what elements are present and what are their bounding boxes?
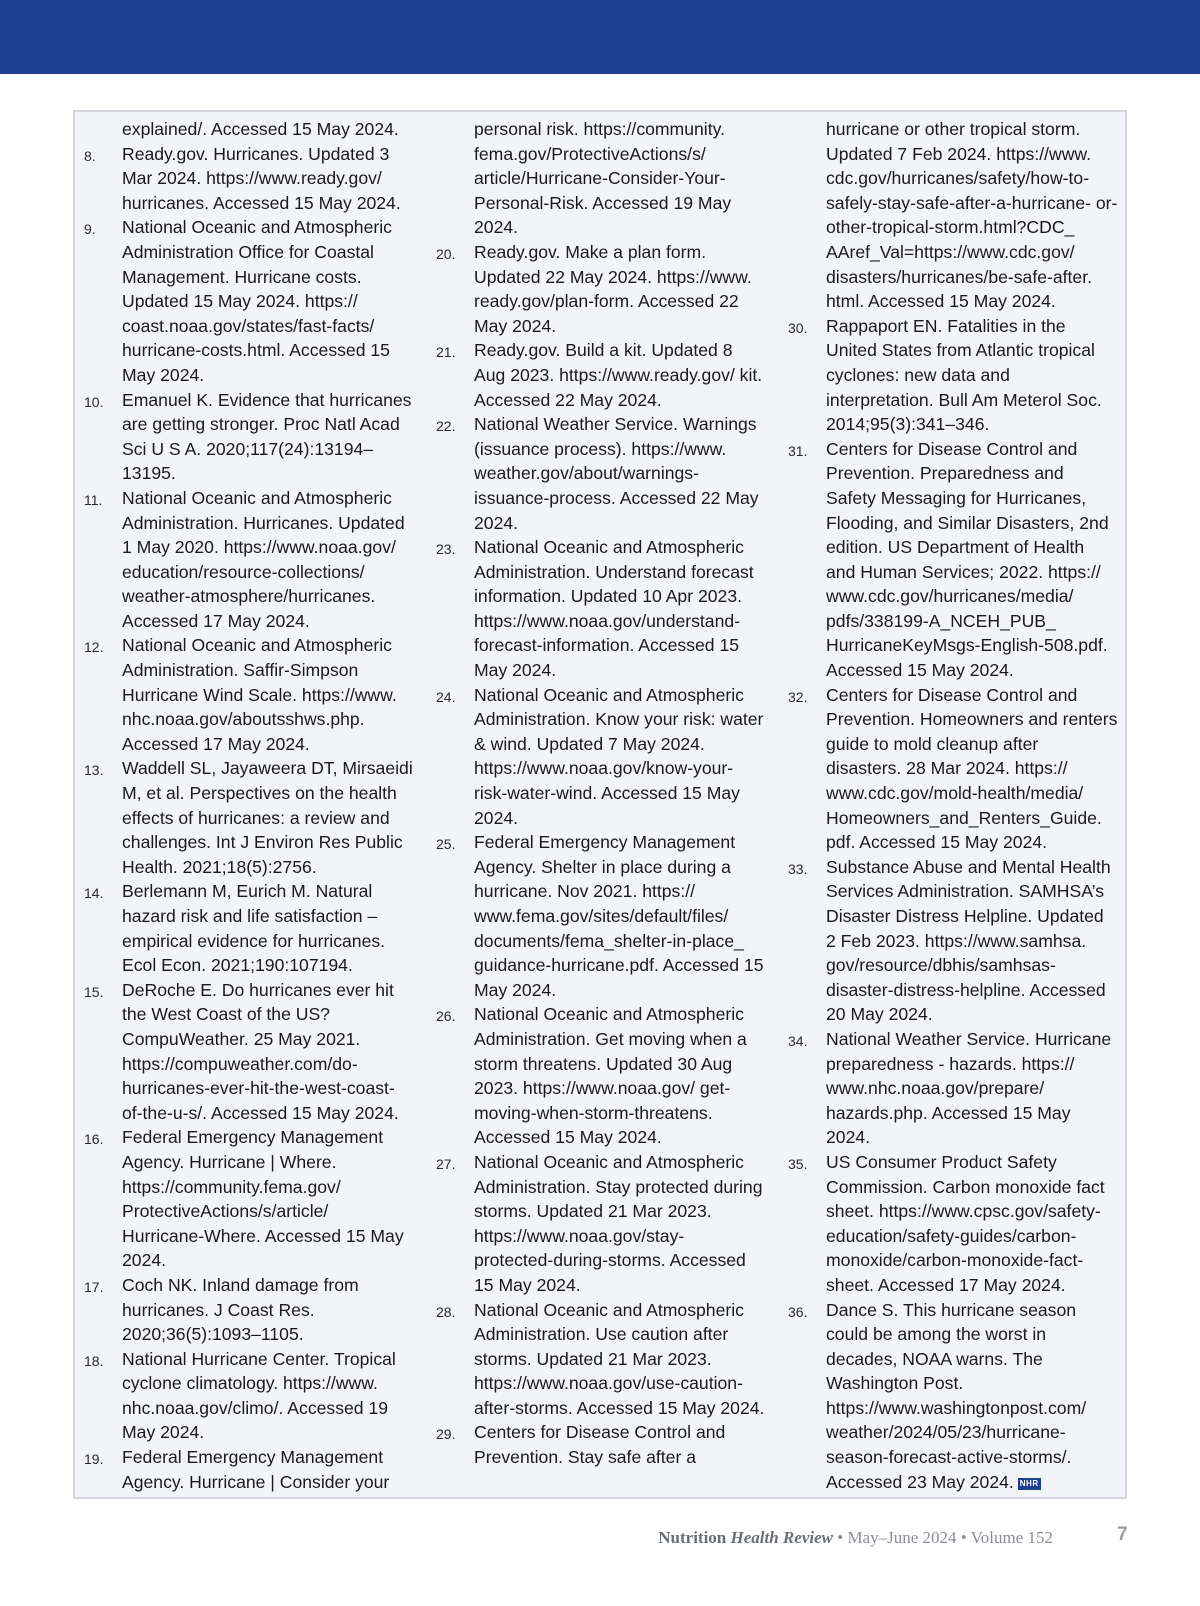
reference-number: 22. [436, 418, 456, 435]
reference-entry [84, 142, 414, 216]
reference-entry [84, 117, 414, 142]
references-column-1 [84, 117, 414, 1494]
reference-entry [84, 879, 414, 977]
reference-text: Federal Emergency Management Agency. Hurricane | Where. https://community.fema.gov/ ProtectiveActions/s/article/ Hurricane-Where. Accessed 15 May 2024. [122, 1127, 404, 1271]
reference-number: 18. [84, 1352, 104, 1369]
reference-entry [436, 412, 766, 535]
reference-number: 31. [788, 442, 808, 459]
reference-entry [788, 314, 1118, 437]
reference-number: 8. [84, 147, 96, 164]
reference-number: 23. [436, 541, 456, 558]
reference-entry [436, 1150, 766, 1298]
reference-entry [436, 830, 766, 1002]
reference-number: 20. [436, 245, 456, 262]
reference-number: 35. [788, 1155, 808, 1172]
reference-text: National Oceanic and Atmospheric Administration Office for Coastal Management. Hurricane costs. Updated 15 May 2024. https:// coast.noaa.gov/states/fast-facts/ hurricane-costs.html. Accessed 15 May 2024. [122, 217, 392, 385]
reference-number: 25. [436, 836, 456, 853]
reference-text: Ready.gov. Make a plan form. Updated 22 May 2024. https://www. ready.gov/plan-form. Accessed 22 May 2024. [474, 241, 752, 336]
reference-entry [788, 683, 1118, 855]
footer-issue: May–June 2024 [847, 1528, 957, 1547]
reference-text: personal risk. https://community. fema.gov/ProtectiveActions/s/ article/Hurricane-Consider-Your- Personal-Risk. Accessed 19 May 2024. [474, 119, 732, 238]
reference-text: National Oceanic and Atmospheric Administration. Understand forecast information. Updated 10 Apr 2023. https://www.noaa.gov/understand- forecast-information. Accessed 15 May 2024. [474, 537, 754, 681]
reference-text [826, 1298, 1118, 1495]
reference-entry [788, 437, 1118, 683]
reference-number: 19. [84, 1451, 104, 1468]
reference-text: Emanuel K. Evidence that hurricanes are getting stronger. Proc Natl Acad Sci U S A. 2020;117(24):13194–13195. [122, 389, 412, 484]
reference-text: Rappaport EN. Fatalities in the United States from Atlantic tropical cyclones: new data and interpretation. Bull Am Meterol Soc. 2014;95(3):341–346. [826, 315, 1102, 435]
reference-text: hurricane or other tropical storm. Updated 7 Feb 2024. https://www. cdc.gov/hurricanes/safety/how-to- safely-stay-safe-after-a-hurricane- or-other-tropical-storm.html?CDC_ AAref_Val=https://www.cdc.gov/ disasters/hurricanes/be-safe-after. html. Accessed 15 May 2024. [826, 119, 1118, 312]
reference-number: 13. [84, 762, 104, 779]
reference-entry [436, 1002, 766, 1150]
reference-entry [84, 388, 414, 486]
reference-number: 36. [788, 1303, 808, 1320]
references-column-2 [436, 117, 766, 1470]
reference-number: 14. [84, 885, 104, 902]
reference-text: Ready.gov. Build a kit. Updated 8 Aug 2023. https://www.ready.gov/ kit. Accessed 22 May 2024. [474, 340, 763, 410]
reference-entry [788, 1027, 1118, 1150]
reference-entry [436, 240, 766, 338]
reference-entry [84, 633, 414, 756]
top-banner [0, 0, 1200, 74]
reference-number: 32. [788, 688, 808, 705]
reference-text: Coch NK. Inland damage from hurricanes. J Coast Res. 2020;36(5):1093–1105. [122, 1274, 359, 1345]
reference-text: DeRoche E. Do hurricanes ever hit the West Coast of the US? CompuWeather. 25 May 2021. https://compuweather.com/do- hurricanes-ever-hit-the-west-coast- of-the-u-s/. Accessed 15 May 2024. [122, 979, 399, 1123]
reference-number: 9. [84, 221, 96, 238]
reference-text: Ready.gov. Hurricanes. Updated 3 Mar 2024. https://www.ready.gov/ hurricanes. Accessed 15 May 2024. [122, 143, 401, 213]
reference-entry [436, 1420, 766, 1469]
reference-text: Federal Emergency Management Agency. Shelter in place during a hurricane. Nov 2021. https:// www.fema.gov/sites/default/files/ documents/fema_shelter-in-place_ guidance-hurricane.pdf. Accessed 15 May 2024. [474, 832, 764, 1000]
reference-number: 10. [84, 393, 104, 410]
footer-volume: Volume 152 [970, 1528, 1053, 1547]
reference-number: 17. [84, 1278, 104, 1295]
reference-entry [436, 535, 766, 683]
reference-text: Centers for Disease Control and Prevention. Preparedness and Safety Messaging for Hurricanes, Flooding, and Similar Disasters, 2nd edition. US Department of Health and Human Services; 2022. https:// www.cdc.gov/hurricanes/media/ pdfs/338199-A_NCEH_PUB_ HurricaneKeyMsgs-English-508.pdf. Accessed 15 May 2024. [826, 438, 1109, 681]
reference-entry [788, 117, 1118, 314]
reference-text: Substance Abuse and Mental Health Services Administration. SAMHSA’s Disaster Distress Helpline. Updated 2 Feb 2023. https://www.samhsa. gov/resource/dbhis/samhsas- disaster-distress-helpline. Accessed 20 May 2024. [826, 856, 1111, 1025]
reference-number: 12. [84, 639, 104, 656]
references-column-3 [788, 117, 1118, 1494]
footer-separator: • [960, 1528, 967, 1547]
reference-entry [84, 486, 414, 634]
reference-entry [84, 1273, 414, 1347]
reference-entry [788, 1150, 1118, 1298]
reference-number: 29. [436, 1426, 456, 1443]
nhr-end-badge: NHR [1019, 1478, 1039, 1488]
reference-text: National Weather Service. Warnings (issuance process). https://www. weather.gov/about/warnings- issuance-process. Accessed 22 May 2024. [474, 414, 759, 533]
page-number: 7 [1117, 1524, 1128, 1545]
reference-text: Waddell SL, Jayaweera DT, Mirsaeidi M, et al. Perspectives on the health effects of hurricanes: a review and challenges. Int J Environ Res Public Health. 2021;18(5):2756. [122, 758, 413, 877]
reference-entry [788, 855, 1118, 1027]
reference-text: National Hurricane Center. Tropical cyclone climatology. https://www. nhc.noaa.gov/climo/. Accessed 19 May 2024. [122, 1348, 396, 1443]
reference-number: 28. [436, 1303, 456, 1320]
reference-entry [84, 756, 414, 879]
reference-entry [436, 338, 766, 412]
reference-text: National Oceanic and Atmospheric Administration. Stay protected during storms. Updated 21 Mar 2023. https://www.noaa.gov/stay- protected-during-storms. Accessed 15 May 2024. [474, 1151, 763, 1295]
reference-text: National Oceanic and Atmospheric Administration. Saffir-Simpson Hurricane Wind Scale. https://www. nhc.noaa.gov/aboutsshws.php. Accessed 17 May 2024. [122, 635, 397, 754]
reference-text: Centers for Disease Control and Prevention. Homeowners and renters guide to mold cleanup after disasters. 28 Mar 2024. https:// www.cdc.gov/mold-health/media/ Homeowners_and_Renters_Guide. pdf. Accessed 15 May 2024. [826, 684, 1118, 853]
reference-entry [84, 1445, 414, 1494]
reference-number: 16. [84, 1131, 104, 1148]
reference-text-body: Dance S. This hurricane season could be among the worst in decades, NOAA warns. The Washington Post. https://www.washingtonpost.com/ weather/2024/05/23/hurricane- season-forecast-active-storms/. Accessed 23 May 2024. [826, 1299, 1087, 1492]
reference-number: 11. [84, 491, 103, 508]
reference-number: 21. [436, 344, 456, 361]
reference-entry [84, 1125, 414, 1273]
footer-publication-name: Nutrition [658, 1528, 727, 1547]
footer-separator: • [837, 1528, 844, 1547]
reference-number: 34. [788, 1032, 808, 1049]
reference-number: 30. [788, 319, 808, 336]
reference-text: Centers for Disease Control and Prevention. Stay safe after a [474, 1422, 726, 1468]
reference-number: 15. [84, 983, 104, 1000]
reference-number: 33. [788, 860, 808, 877]
reference-entry [84, 215, 414, 387]
reference-text: US Consumer Product Safety Commission. Carbon monoxide fact sheet. https://www.cpsc.gov/safety- education/safety-guides/carbon- monoxide/carbon-monoxide-fact- sheet. Accessed 17 May 2024. [826, 1151, 1105, 1295]
footer-publication-name-italic: Health Review [730, 1528, 833, 1547]
reference-text: Berlemann M, Eurich M. Natural hazard risk and life satisfaction – empirical evidence for hurricanes. Ecol Econ. 2021;190:107194. [122, 881, 386, 976]
reference-entry [84, 978, 414, 1126]
reference-entry [788, 1298, 1118, 1495]
reference-text: Federal Emergency Management Agency. Hurricane | Consider your [122, 1447, 390, 1492]
reference-entry [84, 1347, 414, 1445]
page-footer [658, 1528, 1053, 1548]
reference-text: National Oceanic and Atmospheric Administration. Know your risk: water & wind. Updated 7 May 2024. https://www.noaa.gov/know-your- risk-water-wind. Accessed 15 May 2024. [474, 684, 764, 828]
reference-text: National Oceanic and Atmospheric Administration. Get moving when a storm threatens. Updated 30 Aug 2023. https://www.noaa.gov/ get-moving-when-storm-threatens. Accessed 15 May 2024. [474, 1004, 747, 1148]
reference-entry [436, 117, 766, 240]
reference-entry [436, 1298, 766, 1421]
reference-number: 27. [436, 1155, 456, 1172]
reference-text: National Oceanic and Atmospheric Administration. Hurricanes. Updated 1 May 2020. https://www.noaa.gov/ education/resource-collections/ weather-atmosphere/hurricanes. Accessed 17 May 2024. [122, 487, 405, 631]
reference-text: National Weather Service. Hurricane preparedness - hazards. https:// www.nhc.noaa.gov/prepare/ hazards.php. Accessed 15 May 2024. [826, 1028, 1112, 1148]
reference-text: National Oceanic and Atmospheric Administration. Use caution after storms. Updated 21 Mar 2023. https://www.noaa.gov/use-caution- after-storms. Accessed 15 May 2024. [474, 1299, 765, 1418]
reference-number: 26. [436, 1008, 456, 1025]
reference-entry [436, 683, 766, 831]
reference-number: 24. [436, 688, 456, 705]
reference-text: explained/. Accessed 15 May 2024. [122, 119, 399, 139]
